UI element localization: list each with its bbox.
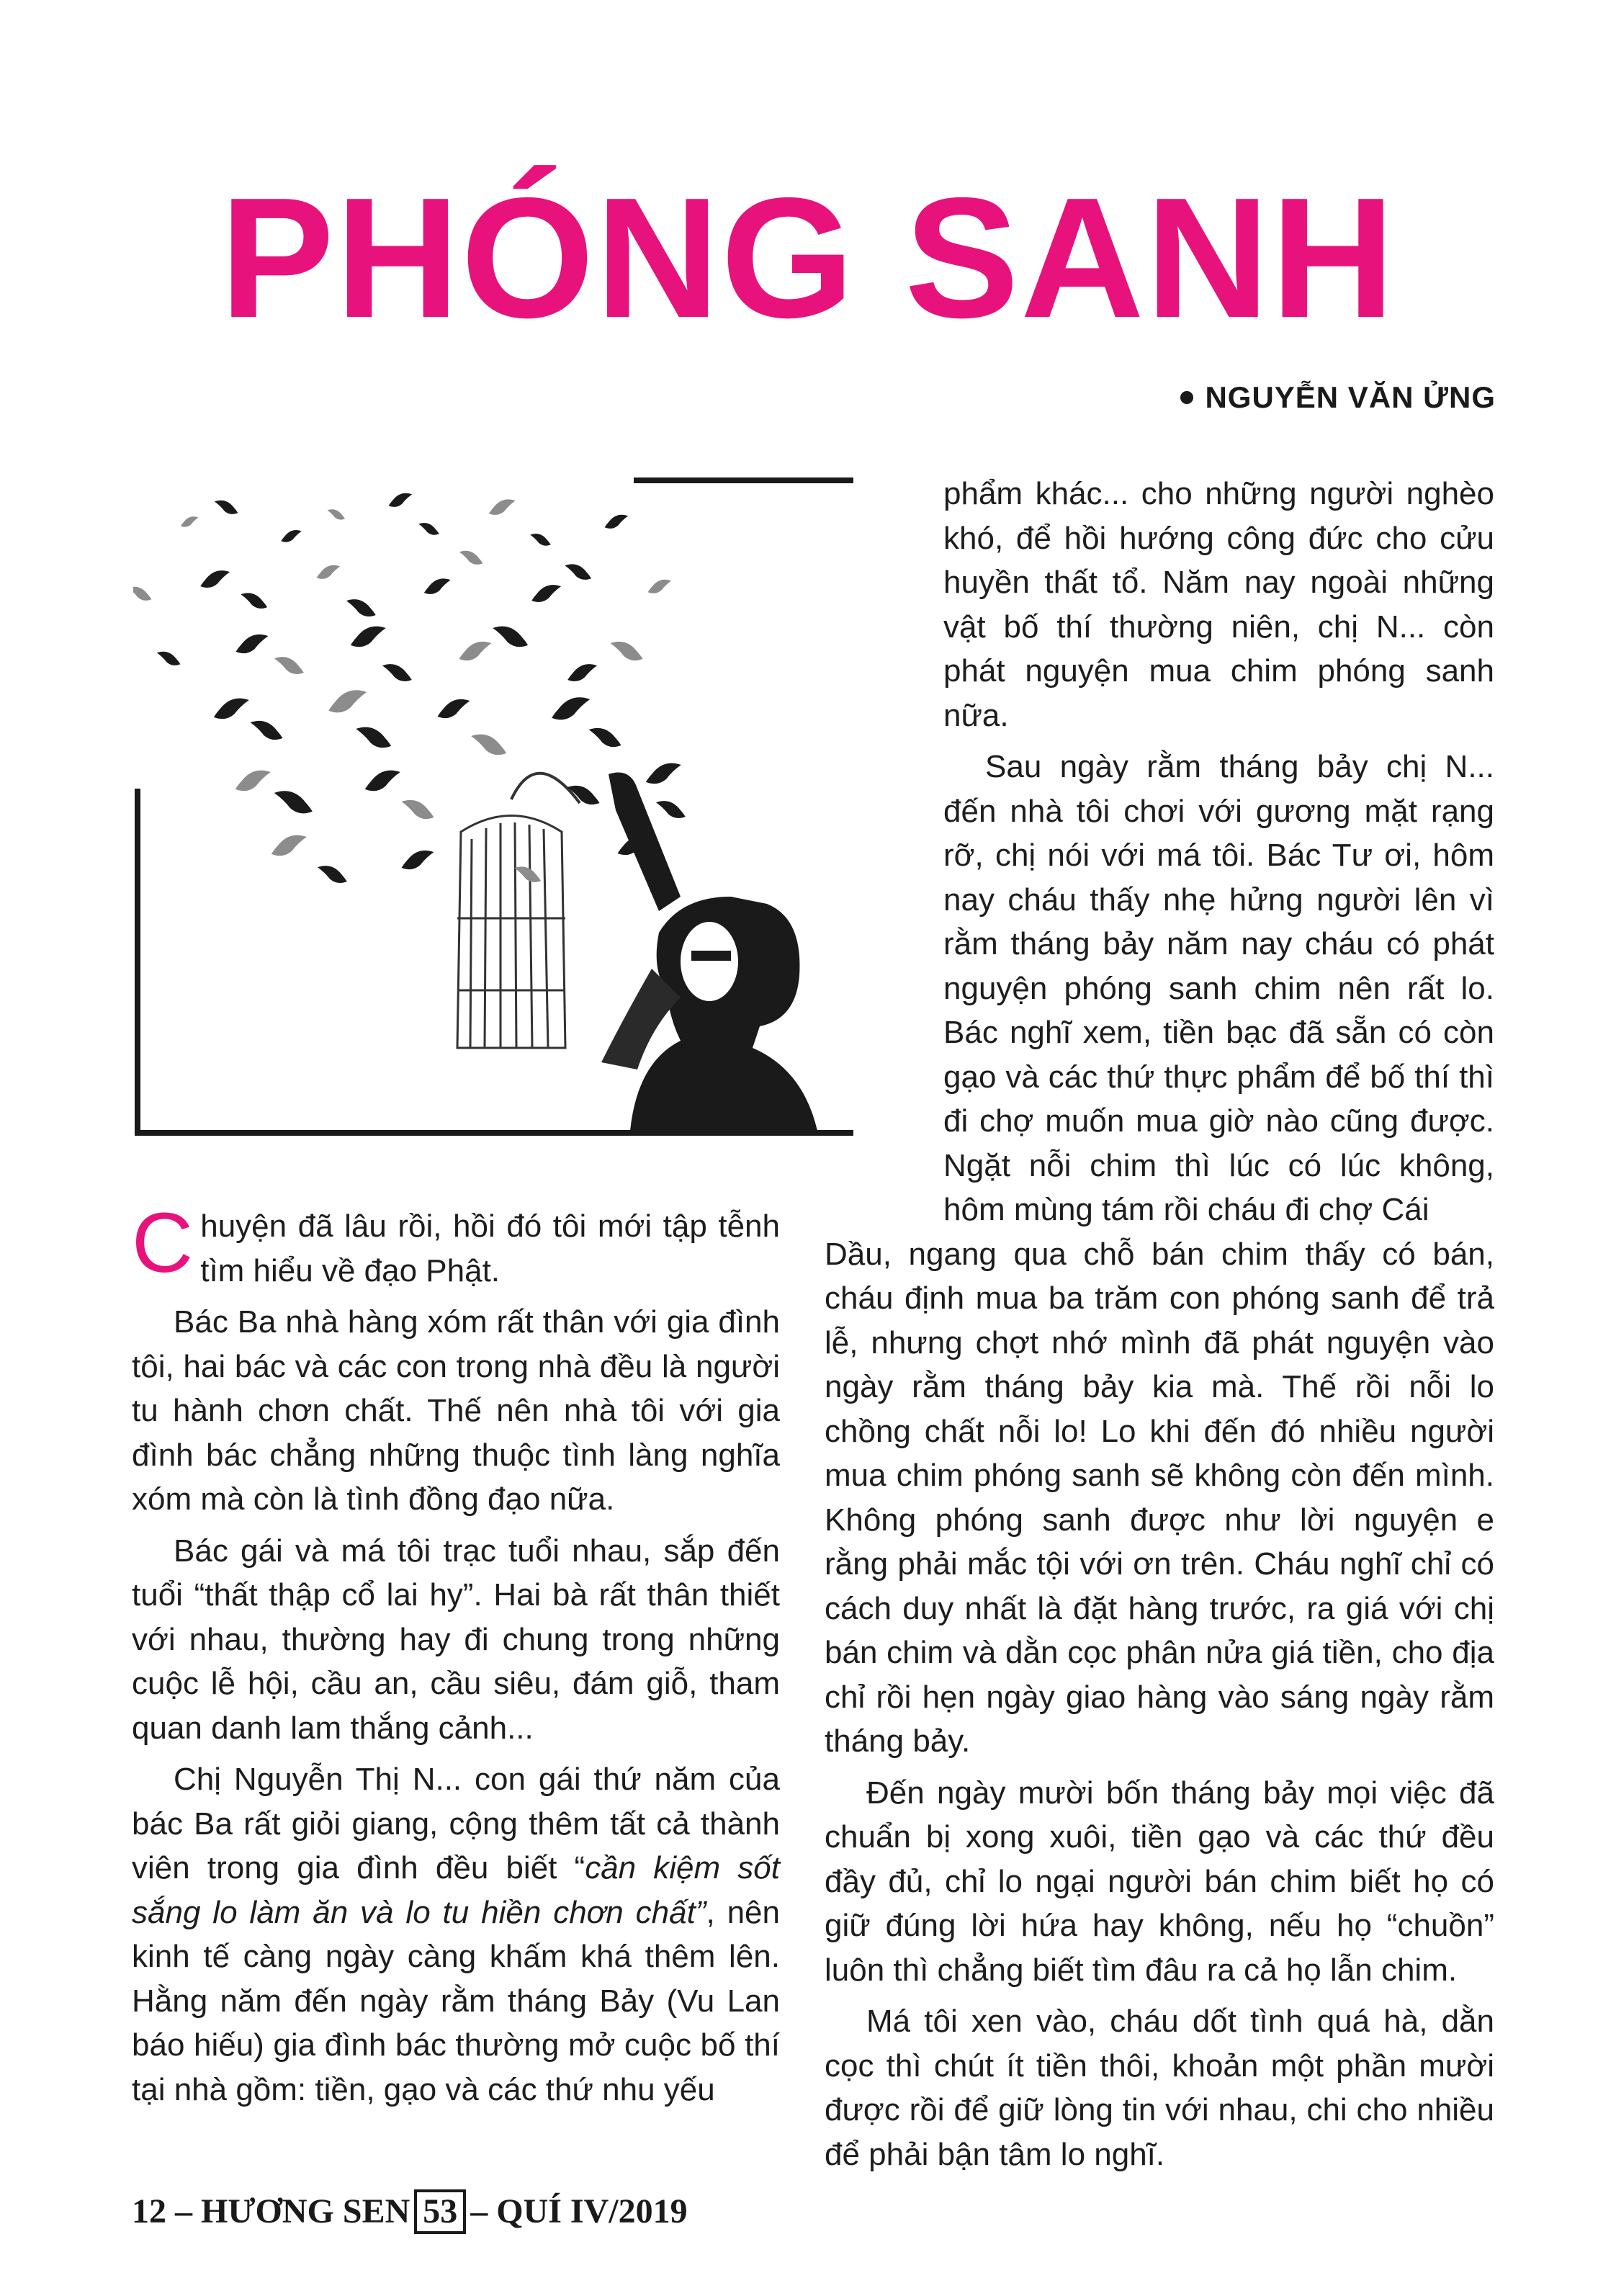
paragraph-4-text-b: , nên kinh tế càng ngày càng khấm khá thêm lên. Hằng năm đến ngày rằm tháng Bảy (Vu Lan báo hiếu) gia đình bác thường mở cuộc bố thí tại nhà gồm: tiền, gạo và các thứ nhu yếu [132,1894,780,2107]
bird-icon [200,570,230,588]
bird-icon [365,771,400,792]
bird-icon [214,699,249,719]
bird-icon [646,763,681,784]
paragraph-2: Bác Ba nhà hàng xóm rất thân với gia đình tôi, hai bác và các con trong nhà đều là người tu hành chơn chất. Thế nên nhà tôi với gia đình bác chẳng những thuộc tình làng nghĩa xóm mà còn là tình đồng đạo nữa. [132,1304,780,1517]
bird-icon [471,735,506,755]
bird-icon [382,664,412,681]
bird-icon [459,642,492,660]
bird-icon [318,866,347,883]
bird-icon [589,728,621,747]
author-byline [1180,380,1496,415]
bird-icon [274,657,304,674]
bird-icon [215,501,238,514]
bird-icon [235,771,271,792]
article-title: PHÓNG SANH [220,163,1396,354]
paragraph-1-text: huyện đã lâu rồi, hồi đó tôi mới tập tễnh tìm hiểu về đạo Phật. [200,1208,780,1288]
flying-birds-group [133,493,686,883]
bird-icon [424,578,451,593]
bullet-icon [1180,391,1193,404]
bird-icon [402,800,434,819]
bird-icon [648,580,672,593]
paragraph-6b: Dầu, ngang qua chỗ bán chim thấy có bán, cháu định mua ba trăm con phóng sanh để trả lễ, nhưng chợt nhớ mình đã phát nguyện vào ngày rằm tháng bảy kia mà. Thế rồi nỗi lo chồng chất nỗi lo! Lo khi đến đó nhiều người mua chim phóng sanh sẽ không còn đến mình. Không phóng sanh được như lời nguyện e rằng phải mắc tội với ơn trên. Cháu nghĩ chỉ có cách duy nhất là đặt hàng trước, ra giá với chị bán chim và dằn cọc phân nửa giá tiền, cho địa chỉ rồi hẹn ngày giao hàng vào sáng ngày rằm tháng bảy. [825,1236,1494,1759]
bird-release-illustration [133,472,853,1149]
bird-cage-icon [457,773,580,1048]
paragraph-5: phẩm khác... cho những người nghèo khó, để hồi hướng công đức cho cửu huyền thất tổ. Năm nay ngoài những vật bố thí thường niên, chị N... còn phát nguyện mua chim phóng sanh nữa. [943,476,1494,733]
bird-icon [328,509,345,519]
paragraph-7: Đến ngày mười bốn tháng bảy mọi việc đã chuẩn bị xong xuôi, tiền gạo và các thứ đều đầy đủ, chỉ lo ngại người bán chim biết họ có giữ đúng lời hứa hay không, nếu họ “chuồn” luôn thì chẳng biết tìm đâu ra cả họ lẫn chim. [825,1775,1494,1988]
bird-icon [531,585,561,602]
bird-icon [346,599,376,616]
bird-icon [251,721,283,740]
paragraph-6a: Sau ngày rằm tháng bảy chị N... đến nhà tôi chơi với gương mặt rạng rỡ, chị nói với má tôi. Bác Tư ơi, hôm nay cháu thấy nhẹ hửng người lên vì rằm tháng bảy năm nay cháu có phát nguyện phóng sanh chim nên rất lo. Bác nghĩ xem, tiền bạc đã sẵn có còn gạo và các thứ thực phẩm để bố thí thì đi chợ muốn mua giờ nào cũng được. Ngặt nỗi chim thì lúc có lúc không, hôm mùng tám rồi cháu đi chợ Cái [943,749,1494,1227]
bird-icon [241,593,267,608]
bird-icon [389,493,413,507]
bird-icon [438,699,470,718]
bird-icon [530,534,551,546]
magazine-name: – HƯƠNG SEN [175,2192,410,2230]
paragraph-4-text-a: Chị Nguyễn Thị N... con gái thứ năm của bác Ba rất giỏi giang, cộng thêm tất cả thành viên trong gia đình đều biết “ [132,1762,780,1885]
page-number: 12 [132,2192,166,2230]
paragraph-4 [132,1757,780,2112]
paragraph-8: Má tôi xen vào, cháu dốt tình quá hà, dằn cọc thì chút ít tiền thôi, khoản một phần mười được rồi để giữ lòng tin với nhau, chi cho nhiều để phải bận tâm lo nghĩ. [825,2004,1494,2172]
bird-icon [133,587,151,601]
bird-icon [493,627,528,647]
bird-icon [328,690,367,712]
bird-icon [271,835,307,856]
bird-icon [157,652,181,665]
bird-icon [351,627,386,647]
bird-icon [656,801,686,818]
bird-icon [605,515,629,529]
bird-icon [567,664,597,681]
issue-number: 53 [414,2189,466,2234]
bird-icon [552,697,590,719]
drop-cap: C [132,1196,194,1291]
bird-icon [356,727,391,748]
bird-icon [281,530,302,542]
bird-icon [565,564,591,579]
frame-top-right-icon [634,480,853,832]
bird-icon [611,642,643,660]
paragraph-3: Bác gái và má tôi trạc tuổi nhau, sắp đến tuổi “thất thập cổ lai hy”. Hai bà rất thân thiết với nhau, thường hay đi chung trong những cuộc lễ hội, cầu an, cầu siêu, đám giỗ, tham quan danh lam thắng cảnh... [132,1533,780,1746]
bird-icon [236,634,269,653]
bird-icon [402,851,434,869]
bird-icon [459,551,483,565]
bird-icon [514,866,541,882]
bird-icon [181,516,198,526]
bird-icon [489,499,516,514]
left-text-column [132,1196,780,2119]
bird-icon [418,523,439,535]
author-name: NGUYỄN VĂN ỬNG [1205,380,1496,414]
bird-icon [274,791,313,813]
issue-period: – QUÍ IV/2019 [470,2192,688,2230]
right-text-column [825,472,1494,2184]
bird-icon [317,565,341,579]
page-footer [132,2189,688,2234]
paragraph-4-quote: cần kiệm sốt sắng lo làm ăn và lo tu hiền chơn chất” [132,1850,780,1930]
paragraph-1 [132,1196,780,1293]
